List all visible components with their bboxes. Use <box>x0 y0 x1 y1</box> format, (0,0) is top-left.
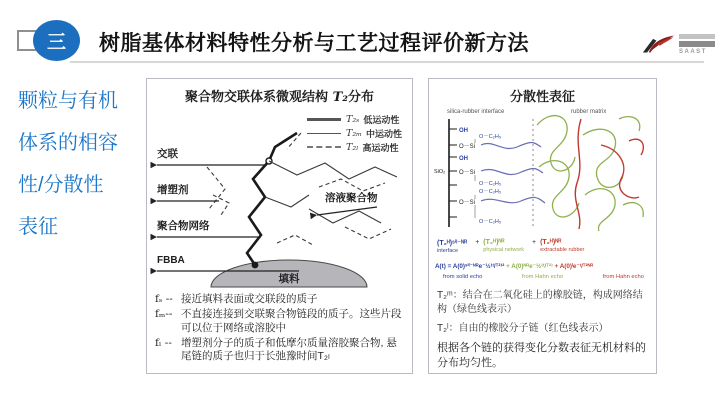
thin-chain <box>265 195 309 207</box>
note-t2m: T₂ᵐ：结合在二氧化硅上的橡胶链，构成网络结构（绿色线表示） <box>437 290 643 315</box>
dashed-chain <box>319 179 385 191</box>
footnote-text: 增塑剂分子的质子和低摩尔质量溶胶聚合物, 悬尾链的质子也归于长弛豫时间T₂ₗ <box>181 336 397 363</box>
legend-desc: 低运动性 <box>363 114 400 125</box>
term-formula: (T₂ᴴ)ᴺᴿ <box>483 239 505 246</box>
ethoxy-label: O－C₂H₅ <box>479 219 502 225</box>
matrix-label: rubber matrix <box>571 109 607 115</box>
plus-sign: + <box>531 239 537 246</box>
solution-polymer-arrow <box>317 207 377 215</box>
section-number-badge <box>33 20 80 61</box>
term-label: interface <box>437 248 459 254</box>
term-interface <box>437 239 467 254</box>
term-formula: (T₂ᴴ)ᴺᴿ <box>540 239 562 246</box>
plasticizer-label: 增塑剂 <box>157 184 189 196</box>
ethoxy-label: O－C₂H₅ <box>479 134 502 140</box>
footnote-term: fₗ -- <box>155 336 172 349</box>
equation-blue-part: A(t) = A(0)ˢⁱˡ⁻ᴺᴿe⁻½⁽ᵗ/ᵀ²⁾² <box>435 263 505 270</box>
echo-label-hahn-red: from Hahn echo <box>602 274 644 280</box>
dashed-chain <box>213 195 229 215</box>
surface-ticks <box>449 129 457 217</box>
term-label: extractable rubber <box>540 247 585 253</box>
sidebar-line: 性/分散性 <box>18 174 104 196</box>
silica-rubber-diagram <box>433 105 649 240</box>
panel-dispersion <box>428 78 657 374</box>
free-chains-red <box>575 119 643 229</box>
legend-desc: 高运动性 <box>362 142 399 153</box>
echo-label-hahn-green: from Hahn echo <box>521 274 564 280</box>
eye-logo-icon <box>642 27 676 61</box>
thick-chain <box>247 133 297 265</box>
thin-chain <box>269 161 397 179</box>
ethoxy-label: O－C₂H₅ <box>479 181 502 187</box>
left-panel-title-suffix: 分布 <box>347 89 374 104</box>
t2-sum-expression <box>437 239 654 254</box>
filler-label: 填料 <box>278 273 300 285</box>
dashed-chain <box>277 235 313 245</box>
left-panel-title <box>147 86 412 105</box>
footnote-fm <box>155 308 407 336</box>
t2-notes <box>437 289 651 342</box>
right-panel-title: 分散性表征 <box>509 89 575 104</box>
footnote-fs <box>155 293 407 307</box>
footnote-text: 不直接连接到交联聚合物链段的质子。这些片段可以位于网络或溶胶中 <box>181 307 402 334</box>
solution-polymer-label: 溶液聚合物 <box>325 192 378 204</box>
footnote-term: fₘ-- <box>155 307 173 320</box>
sidebar-line: 颗粒与有机 <box>18 90 118 112</box>
echo-label-solid: from solid echo <box>443 274 483 280</box>
network-label: 聚合物网络 <box>157 220 210 232</box>
o-si-label: O－Si <box>459 144 476 150</box>
oh-label: OH <box>459 156 468 162</box>
sidebar-line: 体系的相容 <box>18 132 118 154</box>
fbba-label: FBBA <box>157 255 185 266</box>
legend-desc: 中运动性 <box>365 128 402 139</box>
echo-labels <box>443 274 644 280</box>
crosslink-label: 交联 <box>157 148 178 160</box>
legend-label: T₂ₗ <box>346 141 359 153</box>
thick-line-swatch <box>307 118 341 121</box>
footnote-text: 接近填料表面或交联段的质子 <box>181 293 318 305</box>
network-chains-green <box>537 116 643 231</box>
term-extractable-rubber <box>540 239 584 253</box>
legend-label: T₂ₘ <box>346 127 362 139</box>
logo <box>642 25 716 63</box>
interface-label: silica-rubber interface <box>447 109 505 115</box>
left-panel-title-t2: T₂ <box>328 90 348 105</box>
sio2-label: SiO₂ <box>434 169 446 175</box>
dashed-chain <box>207 167 225 209</box>
footnote-term: fₛ -- <box>155 293 173 305</box>
logo-caption-bar <box>679 34 715 39</box>
term-physical-network <box>483 239 524 253</box>
footnote-fl <box>155 337 407 365</box>
plus-sign: + <box>475 239 480 246</box>
footnotes <box>155 293 407 365</box>
header-divider <box>70 61 704 63</box>
left-panel-title-text: 聚合物交联体系微观结构 <box>185 89 329 104</box>
sidebar-line: 表征 <box>18 216 58 238</box>
logo-captions <box>679 34 715 55</box>
legend-label: T₂ₛ <box>346 113 360 125</box>
oh-label: OH <box>459 128 468 134</box>
relaxation-equation <box>435 263 593 270</box>
o-si-label: O－Si <box>459 200 476 206</box>
equation-red-part: + A(0)ˡe⁻ᵗ/ᵀ²ᴺᴿ <box>554 263 594 270</box>
term-label: physical network <box>483 247 524 253</box>
legend-item-t2s <box>307 112 402 126</box>
filler-anchor-dot <box>252 262 259 269</box>
logo-text: SAAST <box>679 48 707 55</box>
page-title: 树脂基体材料特性分析与工艺过程评价新方法 <box>99 32 529 55</box>
ethoxy-label: O－C₂H₅ <box>479 189 502 195</box>
conclusion-text: 根据各个链的获得变化分数表征无机材料的分布均匀性。 <box>437 342 646 370</box>
equation-green-part: + A(0)ᴺᴿe⁻½⁽ᵗ/ᵀ²⁾ <box>506 263 553 270</box>
section-number: 三 <box>46 32 66 53</box>
o-si-label: O－Si <box>459 170 476 176</box>
note-t2l: T₂ˡ：自由的橡胶分子链（红色线表示） <box>437 323 609 334</box>
sidebar-caption <box>18 80 140 248</box>
panel-crosslink-structure <box>146 78 413 374</box>
logo-caption-bar <box>679 41 715 47</box>
polymer-network-diagram <box>149 131 411 294</box>
term-formula: (T₂ᴴ)ˢⁱˡ⁻ᴺᴿ <box>437 240 468 247</box>
dashed-chain <box>345 227 391 239</box>
